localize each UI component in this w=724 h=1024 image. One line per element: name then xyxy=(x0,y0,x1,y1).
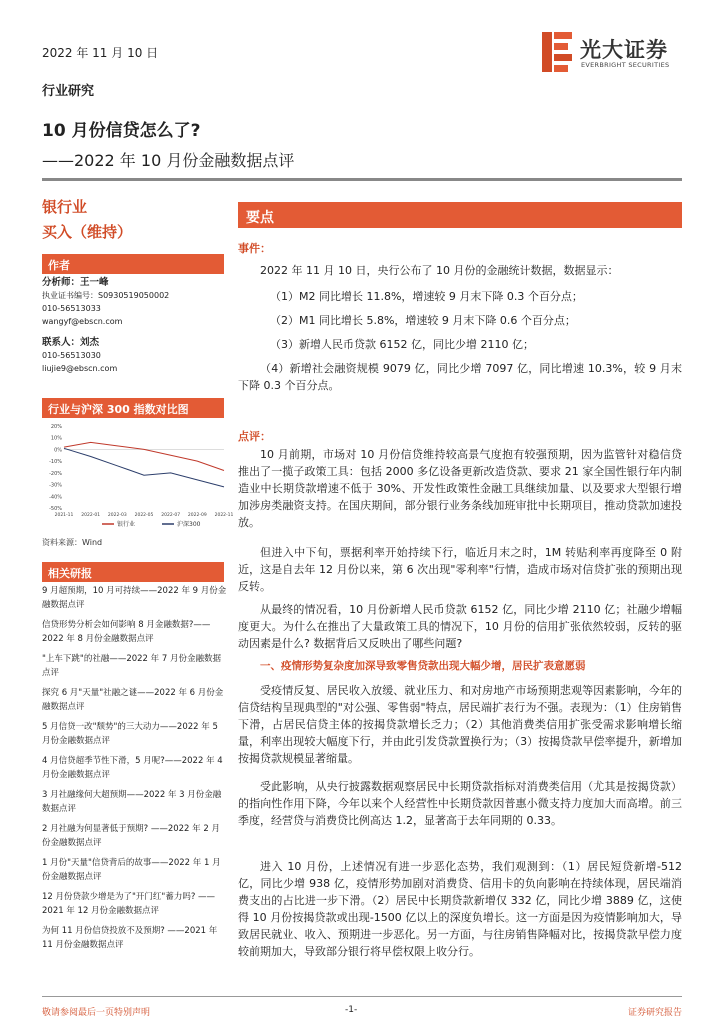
report-date: 2022 年 11 月 10 日 xyxy=(42,46,159,60)
series-line-bank xyxy=(64,442,224,470)
title-divider xyxy=(42,178,682,181)
analysis-paragraph-1: 受疫情反复、居民收入放缓、就业压力、和对房地产市场预期悲观等因素影响，今年的信贷结构呈现典型的"对公强、零售弱"特点，居民端扩表行为不强。表现为：（1）住房销售下滑，占居民信贷主体的按揭贷款增长乏力；（2）其他消费类信用扩张受需求影响增长缩量，利率出现较大幅度下行，并由此引发贷款置换行为；（3）按揭贷款早偿率提升，新增加按揭贷款规模显著缩量。 xyxy=(238,684,682,765)
x-tick-label: 2022-03 xyxy=(107,513,127,518)
analyst-cert: 执业证书编号：S0930519050002 xyxy=(42,291,170,300)
event-item-4: （4）新增社会融资规模 9079 亿，同比少增 7097 亿，同比增速 10.3%，较 9 月末下降 0.3 个百分点。 xyxy=(238,362,682,392)
related-report-item[interactable]: 3 月社融缘何大超预期——2022 年 3 月份金融数据点评 xyxy=(42,790,222,814)
rating-label: 买入（维持） xyxy=(42,223,133,241)
x-tick-label: 2021-11 xyxy=(54,513,74,518)
related-report-item[interactable]: 信贷形势分析会如何影响 8 月金融数据?——2022 年 8 月份金融数据点评 xyxy=(42,620,211,644)
y-tick-label: -50% xyxy=(49,506,62,512)
x-tick-label: 2022-01 xyxy=(81,513,101,518)
x-tick-label: 2022-05 xyxy=(134,513,154,518)
event-label: 事件： xyxy=(238,242,271,255)
sector-label: 银行业 xyxy=(42,198,88,216)
x-tick-label: 2022-11 xyxy=(214,513,234,518)
related-report-item[interactable]: 探究 6 月"天量"社融之谜——2022 年 6 月份金融数据点评 xyxy=(42,688,224,712)
section-heading-1: 一、疫情形势复杂度加深导致零售贷款出现大幅少增，居民扩表意愿弱 xyxy=(260,660,586,672)
y-tick-label: -10% xyxy=(49,459,62,466)
contact-email[interactable]: liujie9@ebscn.com xyxy=(42,364,118,373)
logo-english-text: EVERBRIGHT SECURITIES xyxy=(581,61,670,69)
comment-paragraph-1: 10 月前期，市场对 10 月份信贷维持较高景气度抱有较强预期，因为监管针对稳信贷推出了一揽子政策工具：包括 2000 多亿设备更新改造贷款、要求 21 家全国性银行年内制造业中长期贷款增速不低于 30%、开发性政策性金融工具继续加量、以及要求大型银行增加涉房类融资支持。在国庆期间，部分银行业务条线加班审批中长期项目，推动贷款加速投放。 xyxy=(238,448,682,529)
event-item-3: （3）新增人民币贷款 6152 亿，同比少增 2110 亿； xyxy=(270,338,534,351)
analyst-phone: 010-56513033 xyxy=(42,304,101,313)
x-tick-label: 2022-09 xyxy=(187,513,207,518)
contact-name: 联系人：刘杰 xyxy=(42,337,100,348)
logo-chinese-text: 光大证券 xyxy=(580,38,668,62)
series-line-csi300 xyxy=(64,448,224,487)
analysis-paragraph-3: 进入 10 月份，上述情况有进一步恶化态势，我们观测到：（1）居民短贷新增-512 亿，同比少增 938 亿，疫情形势加剧对消费贷、信用卡的负向影响在持续体现，居民端消费支出的占比进一步下滑。（2）居民中长期贷款新增仅 332 亿，同比少增 3889 亿，这使得 10 月份按揭贷款或出现-1500 亿以上的深度负增长。这一方面是因为疫情影响加大，导致居民就业、收入、预期进一步恶化。另一方面，与往房销售降幅对比，按揭贷款早偿力度较前期加大，导致部分银行将早偿权限上收分行。 xyxy=(238,860,682,958)
related-report-item[interactable]: 为何 11 月份信贷投放不及预期? ——2021 年 11 月份金融数据点评 xyxy=(42,926,218,950)
event-item-2: （2）M1 同比增长 5.8%，增速较 9 月末下降 0.6 个百分点； xyxy=(270,314,576,327)
logo-mark-icon xyxy=(540,30,574,74)
event-item-1: （1）M2 同比增长 11.8%，增速较 9 月末下降 0.3 个百分点； xyxy=(270,290,583,303)
related-report-item[interactable]: 1 月份"天量"信贷背后的故事——2022 年 1 月份金融数据点评 xyxy=(42,858,221,882)
related-report-item[interactable]: 5 月信贷一改"颓势"的三大动力——2022 年 5 月份金融数据点评 xyxy=(42,722,218,746)
y-tick-label: 20% xyxy=(50,424,62,430)
reports-header: 相关研报 xyxy=(42,562,224,582)
y-tick-label: 0% xyxy=(54,447,62,454)
report-category: 行业研究 xyxy=(42,84,95,99)
y-tick-label: 10% xyxy=(50,435,62,442)
chart-source: 资料来源：Wind xyxy=(42,538,103,547)
x-tick-label: 2022-07 xyxy=(161,513,181,518)
legend-label: 银行业 xyxy=(117,521,136,528)
event-intro: 2022 年 11 月 10 日，央行公布了 10 月份的金融统计数据，数据显示： xyxy=(260,264,619,277)
chart-header: 行业与沪深 300 指数对比图 xyxy=(42,398,224,418)
brand-logo xyxy=(540,30,690,78)
y-tick-label: -20% xyxy=(49,470,62,477)
index-chart xyxy=(42,420,234,534)
related-report-item[interactable]: 9 月超预期，10 月可持续——2022 年 9 月份金融数据点评 xyxy=(42,586,227,610)
comment-paragraph-3: 从最终的情况看，10 月份新增人民币贷款 6152 亿，同比少增 2110 亿；社融少增幅度更大。为什么在推出了大量政策工具的情况下，10 月份的信用扩张依然较弱，反转的驱动因素是什么? 数据背后又反映出了哪些问题? xyxy=(238,603,682,650)
related-reports-list xyxy=(42,584,228,958)
index-chart-svg xyxy=(42,420,234,534)
contact-phone: 010-56513030 xyxy=(42,351,101,360)
y-tick-label: -30% xyxy=(49,482,62,489)
related-report-item[interactable]: 2 月社融为何显著低于预期? ——2022 年 2 月份金融数据点评 xyxy=(42,824,220,848)
report-subtitle: ——2022 年 10 月份金融数据点评 xyxy=(42,151,295,170)
analyst-email[interactable]: wangyf@ebscn.com xyxy=(42,317,123,326)
analysis-paragraph-2: 受此影响，从央行披露数据观察居民中长期贷款指标对消费类信用（尤其是按揭贷款）的指向性作用下降，今年以来个人经营性中长期贷款因普惠小微支持力度加大而高增。前三季度，经营贷与消费贷比例高达 1.2，显著高于去年同期的 0.33。 xyxy=(238,780,682,827)
footer-divider xyxy=(42,996,682,997)
comment-label: 点评： xyxy=(238,430,271,443)
author-block xyxy=(42,276,228,375)
report-title: 10 月份信贷怎么了? xyxy=(42,121,201,141)
footer-disclaimer[interactable]: 敬请参阅最后一页特别声明 xyxy=(42,1008,151,1018)
related-report-item[interactable]: "上车下跳"的社融——2022 年 7 月份金融数据点评 xyxy=(42,654,221,678)
y-tick-label: -40% xyxy=(49,494,62,501)
related-report-item[interactable]: 4 月信贷超季节性下滑，5 月呢?——2022 年 4 月份金融数据点评 xyxy=(42,756,223,780)
key-points-header: 要点 xyxy=(238,202,682,228)
legend-label: 沪深300 xyxy=(177,521,201,528)
footer-report-type: 证券研究报告 xyxy=(627,1008,682,1018)
author-header: 作者 xyxy=(42,254,224,274)
comment-paragraph-2: 但进入中下旬，票据利率开始持续下行，临近月末之时，1M 转贴利率再度降至 0 附近，这是自去年 12 月份以来，第 6 次出现"零利率"行情，造成市场对信贷扩张的预期出现反转。 xyxy=(238,546,682,593)
related-report-item[interactable]: 12 月份贷款少增是为了"开门红"蓄力吗? ——2021 年 12 月份金融数据点评 xyxy=(42,892,216,916)
page-number: -1- xyxy=(345,1005,358,1015)
analyst-name: 分析师：王一峰 xyxy=(42,277,109,288)
